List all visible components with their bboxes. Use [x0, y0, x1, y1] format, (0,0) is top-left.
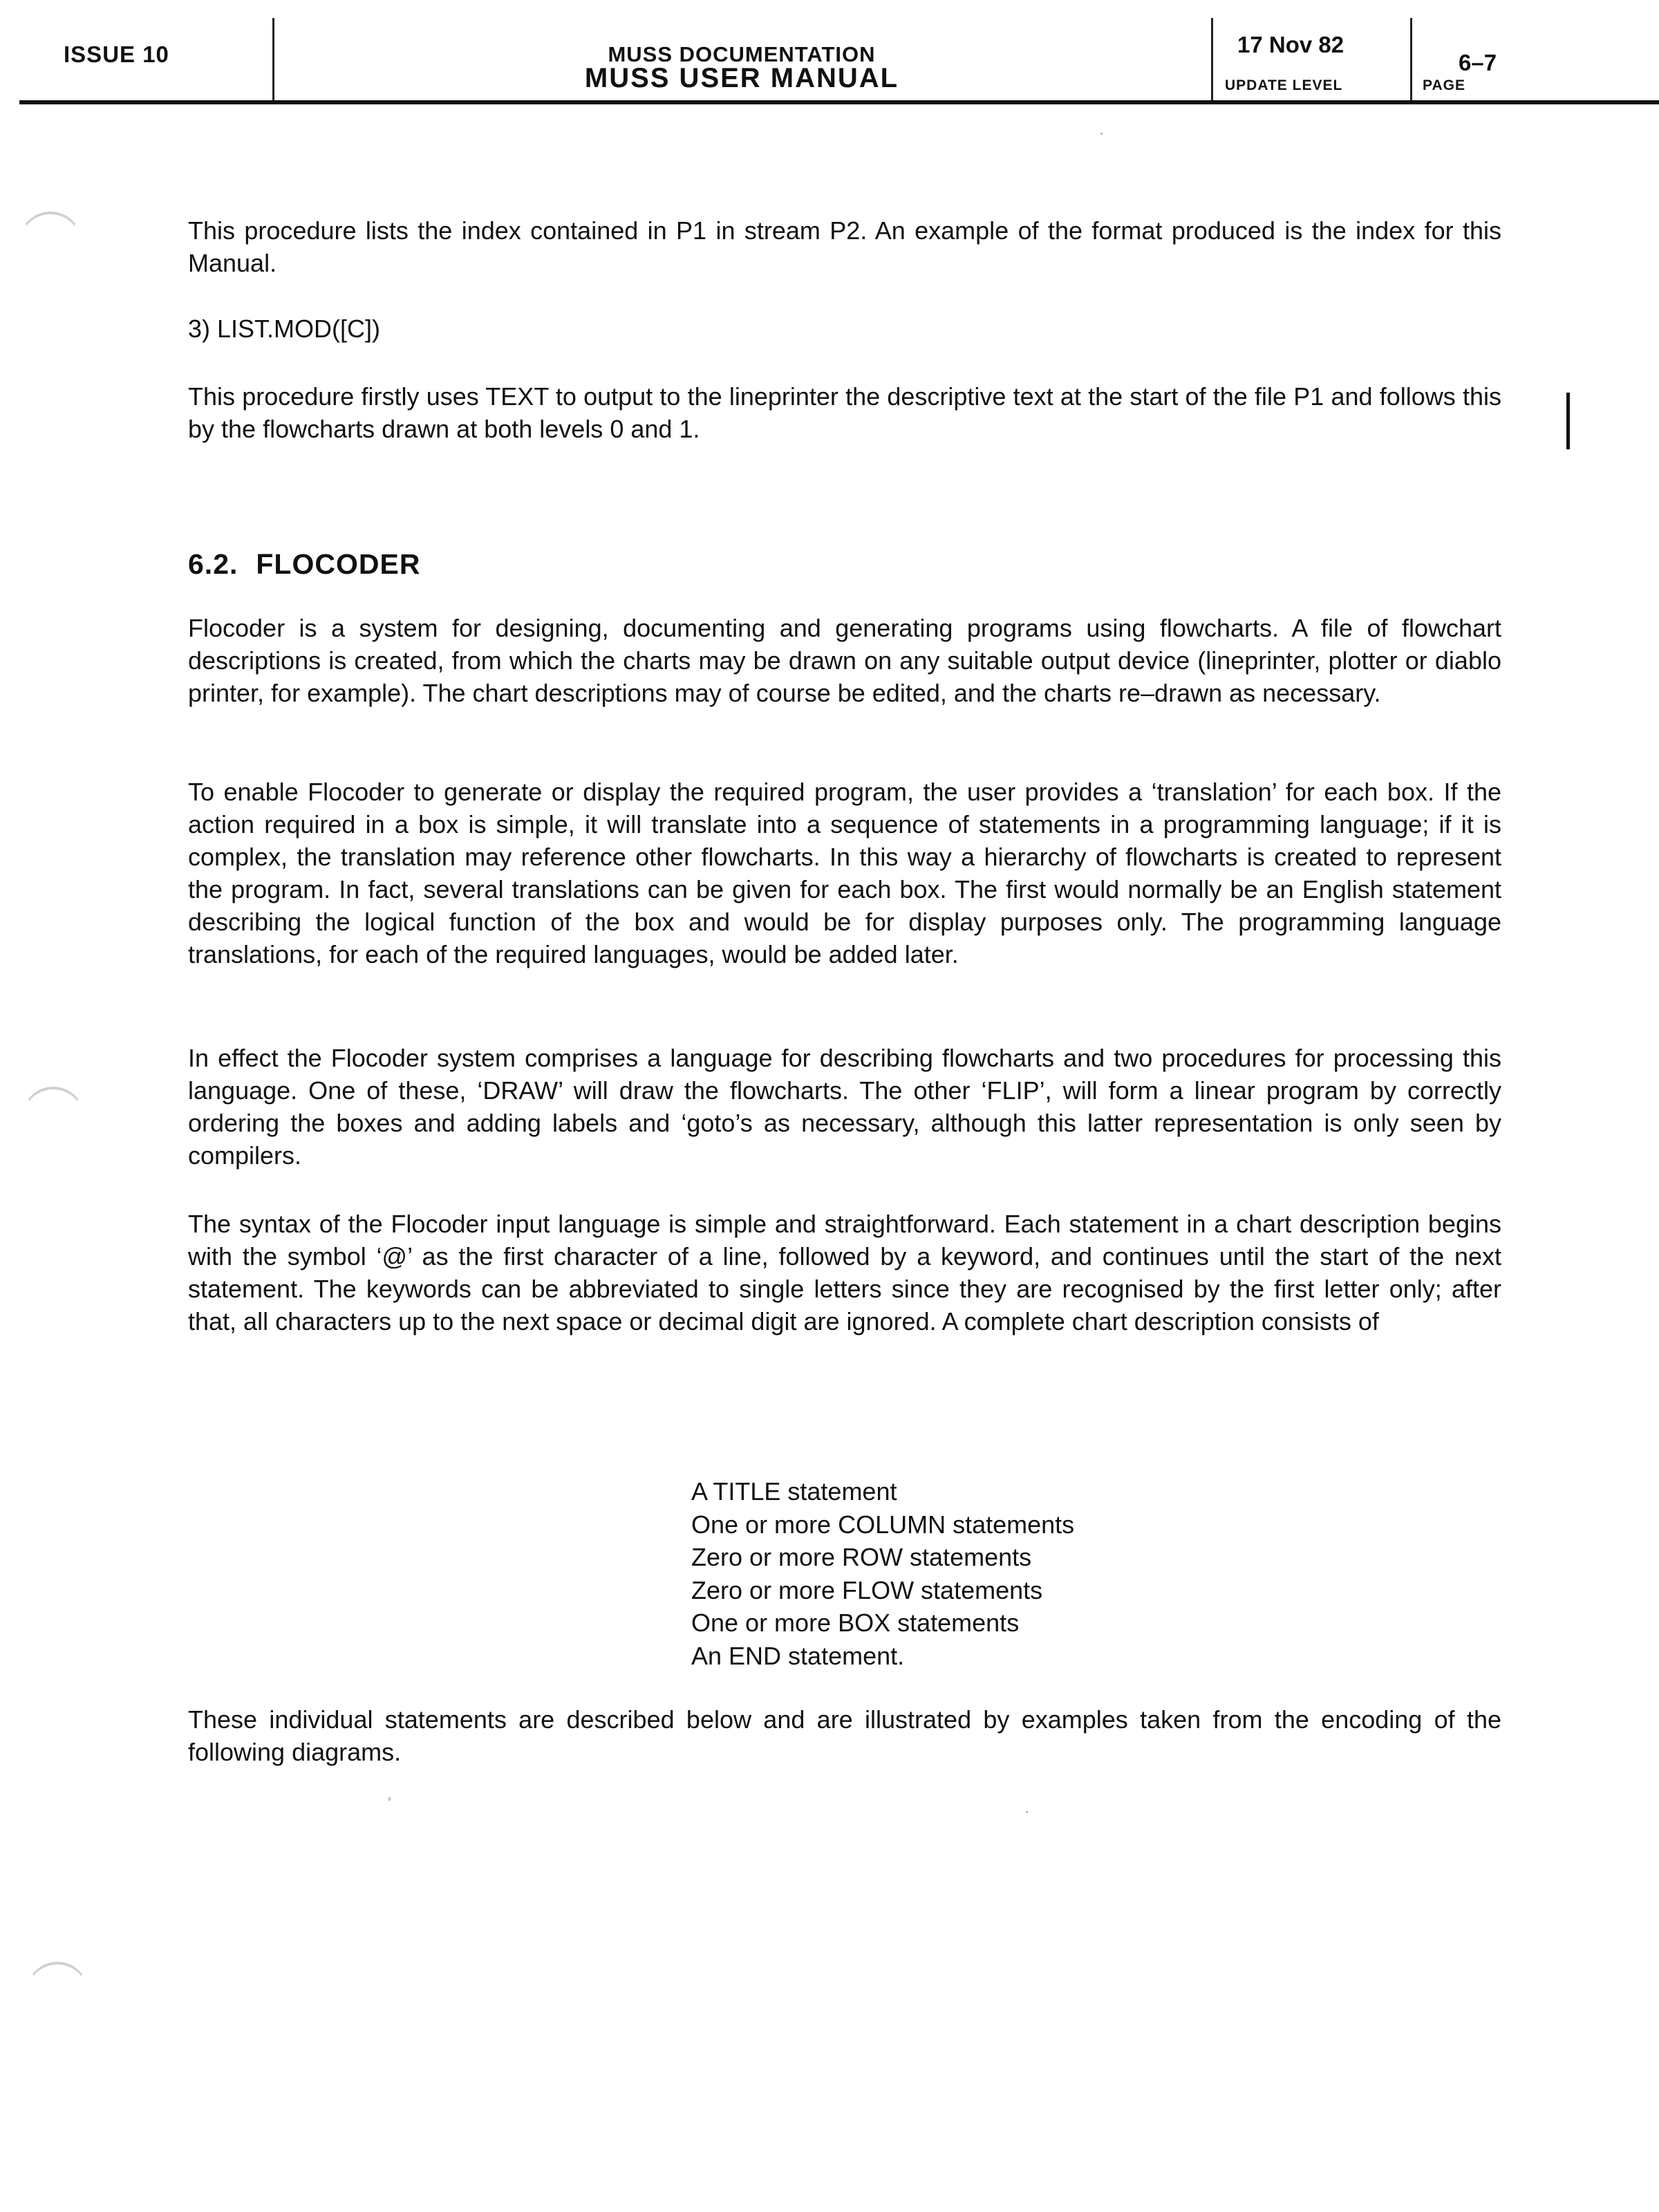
- paragraph-list-mod: This procedure firstly uses TEXT to output to the lineprinter the descriptive text at the start of the file P1 and follows this by the flowcharts drawn at both levels 0 and 1.: [188, 382, 1501, 443]
- statement-list: [691, 1475, 1074, 1672]
- punch-hole-mark: [26, 1962, 88, 2024]
- procedure-item-list-mod: 3) LIST.MOD([C]): [188, 315, 381, 343]
- title-line-2: MUSS USER MANUAL: [584, 63, 899, 93]
- update-date: 17 Nov 82: [1237, 32, 1344, 57]
- punch-hole-mark: [19, 212, 82, 274]
- paragraph-syntax: The syntax of the Flocoder input language is simple and straightforward. Each statement in a chart description begins with the symbol ‘@’ as the first character of a line, followed by a keyword, and continues until the start of the next statement. The keywords can be abbreviated to single letters since they are recognised by the first letter only; after that, all characters up to the next space or decimal digit are ignored. A complete chart description consists of: [188, 1210, 1501, 1335]
- header-divider: [1410, 18, 1412, 102]
- paragraph-draw-flip: In effect the Flocoder system comprises a language for describing flowcharts and two procedures for processing this language. One of these, ‘DRAW’ will draw the flowcharts. The other ‘FLIP’, will form a linear program by correctly ordering the boxes and adding labels and ‘goto’s as necessary, although this latter representation is only seen by compilers.: [188, 1044, 1501, 1170]
- section-title: FLOCODER: [256, 548, 421, 580]
- paragraph-closing: These individual statements are described below and are illustrated by examples taken from the encoding of the following diagrams.: [188, 1705, 1501, 1766]
- scan-speck: [1100, 133, 1103, 135]
- document-title: [272, 42, 1211, 93]
- change-bar: [1566, 393, 1570, 449]
- list-item: One or more BOX statements: [691, 1609, 1020, 1637]
- page-label: PAGE: [1423, 77, 1465, 93]
- header-rule: [19, 100, 1659, 104]
- update-level-label: UPDATE LEVEL: [1225, 77, 1343, 93]
- title-line-1: MUSS DOCUMENTATION: [608, 42, 876, 66]
- list-item: Zero or more FLOW statements: [691, 1575, 1043, 1604]
- list-item: A TITLE statement: [691, 1477, 897, 1506]
- list-item: One or more COLUMN statements: [691, 1510, 1075, 1539]
- scan-speck: [1026, 1811, 1028, 1813]
- page-number: 6–7: [1459, 50, 1497, 75]
- list-item: Zero or more ROW statements: [691, 1543, 1032, 1571]
- section-heading: [188, 548, 420, 581]
- punch-hole-mark: [22, 1087, 84, 1149]
- scan-speck: [388, 1797, 391, 1801]
- list-item: An END statement.: [691, 1641, 905, 1670]
- paragraph-flocoder-intro: Flocoder is a system for designing, documenting and generating programs using flowcharts. A file of flowchart descriptions is created, from which the charts may be drawn on any suitable output device (lineprinter, plotter or diablo printer, for example). The chart descriptions may of course be edited, and the charts re–drawn as necessary.: [188, 614, 1501, 707]
- header-divider: [1211, 18, 1213, 102]
- page-header: [0, 0, 1659, 105]
- issue-number: ISSUE 10: [64, 41, 169, 67]
- paragraph-translation: To enable Flocoder to generate or display the required program, the user provides a ‘translation’ for each box. If the action required in a box is simple, it will translate into a sequence of statements in a programming language; if it is complex, the translation may reference other flowcharts. In this way a hierarchy of flowcharts is created to represent the program. In fact, several translations can be given for each box. The first would normally be an English statement describing the logical function of the box and would be for display purposes only. The programming language translations, for each of the required languages, would be added later.: [188, 778, 1501, 968]
- paragraph-index: This procedure lists the index contained in P1 in stream P2. An example of the format produced is the index for this Manual.: [188, 216, 1501, 277]
- section-number: 6.2.: [188, 548, 238, 580]
